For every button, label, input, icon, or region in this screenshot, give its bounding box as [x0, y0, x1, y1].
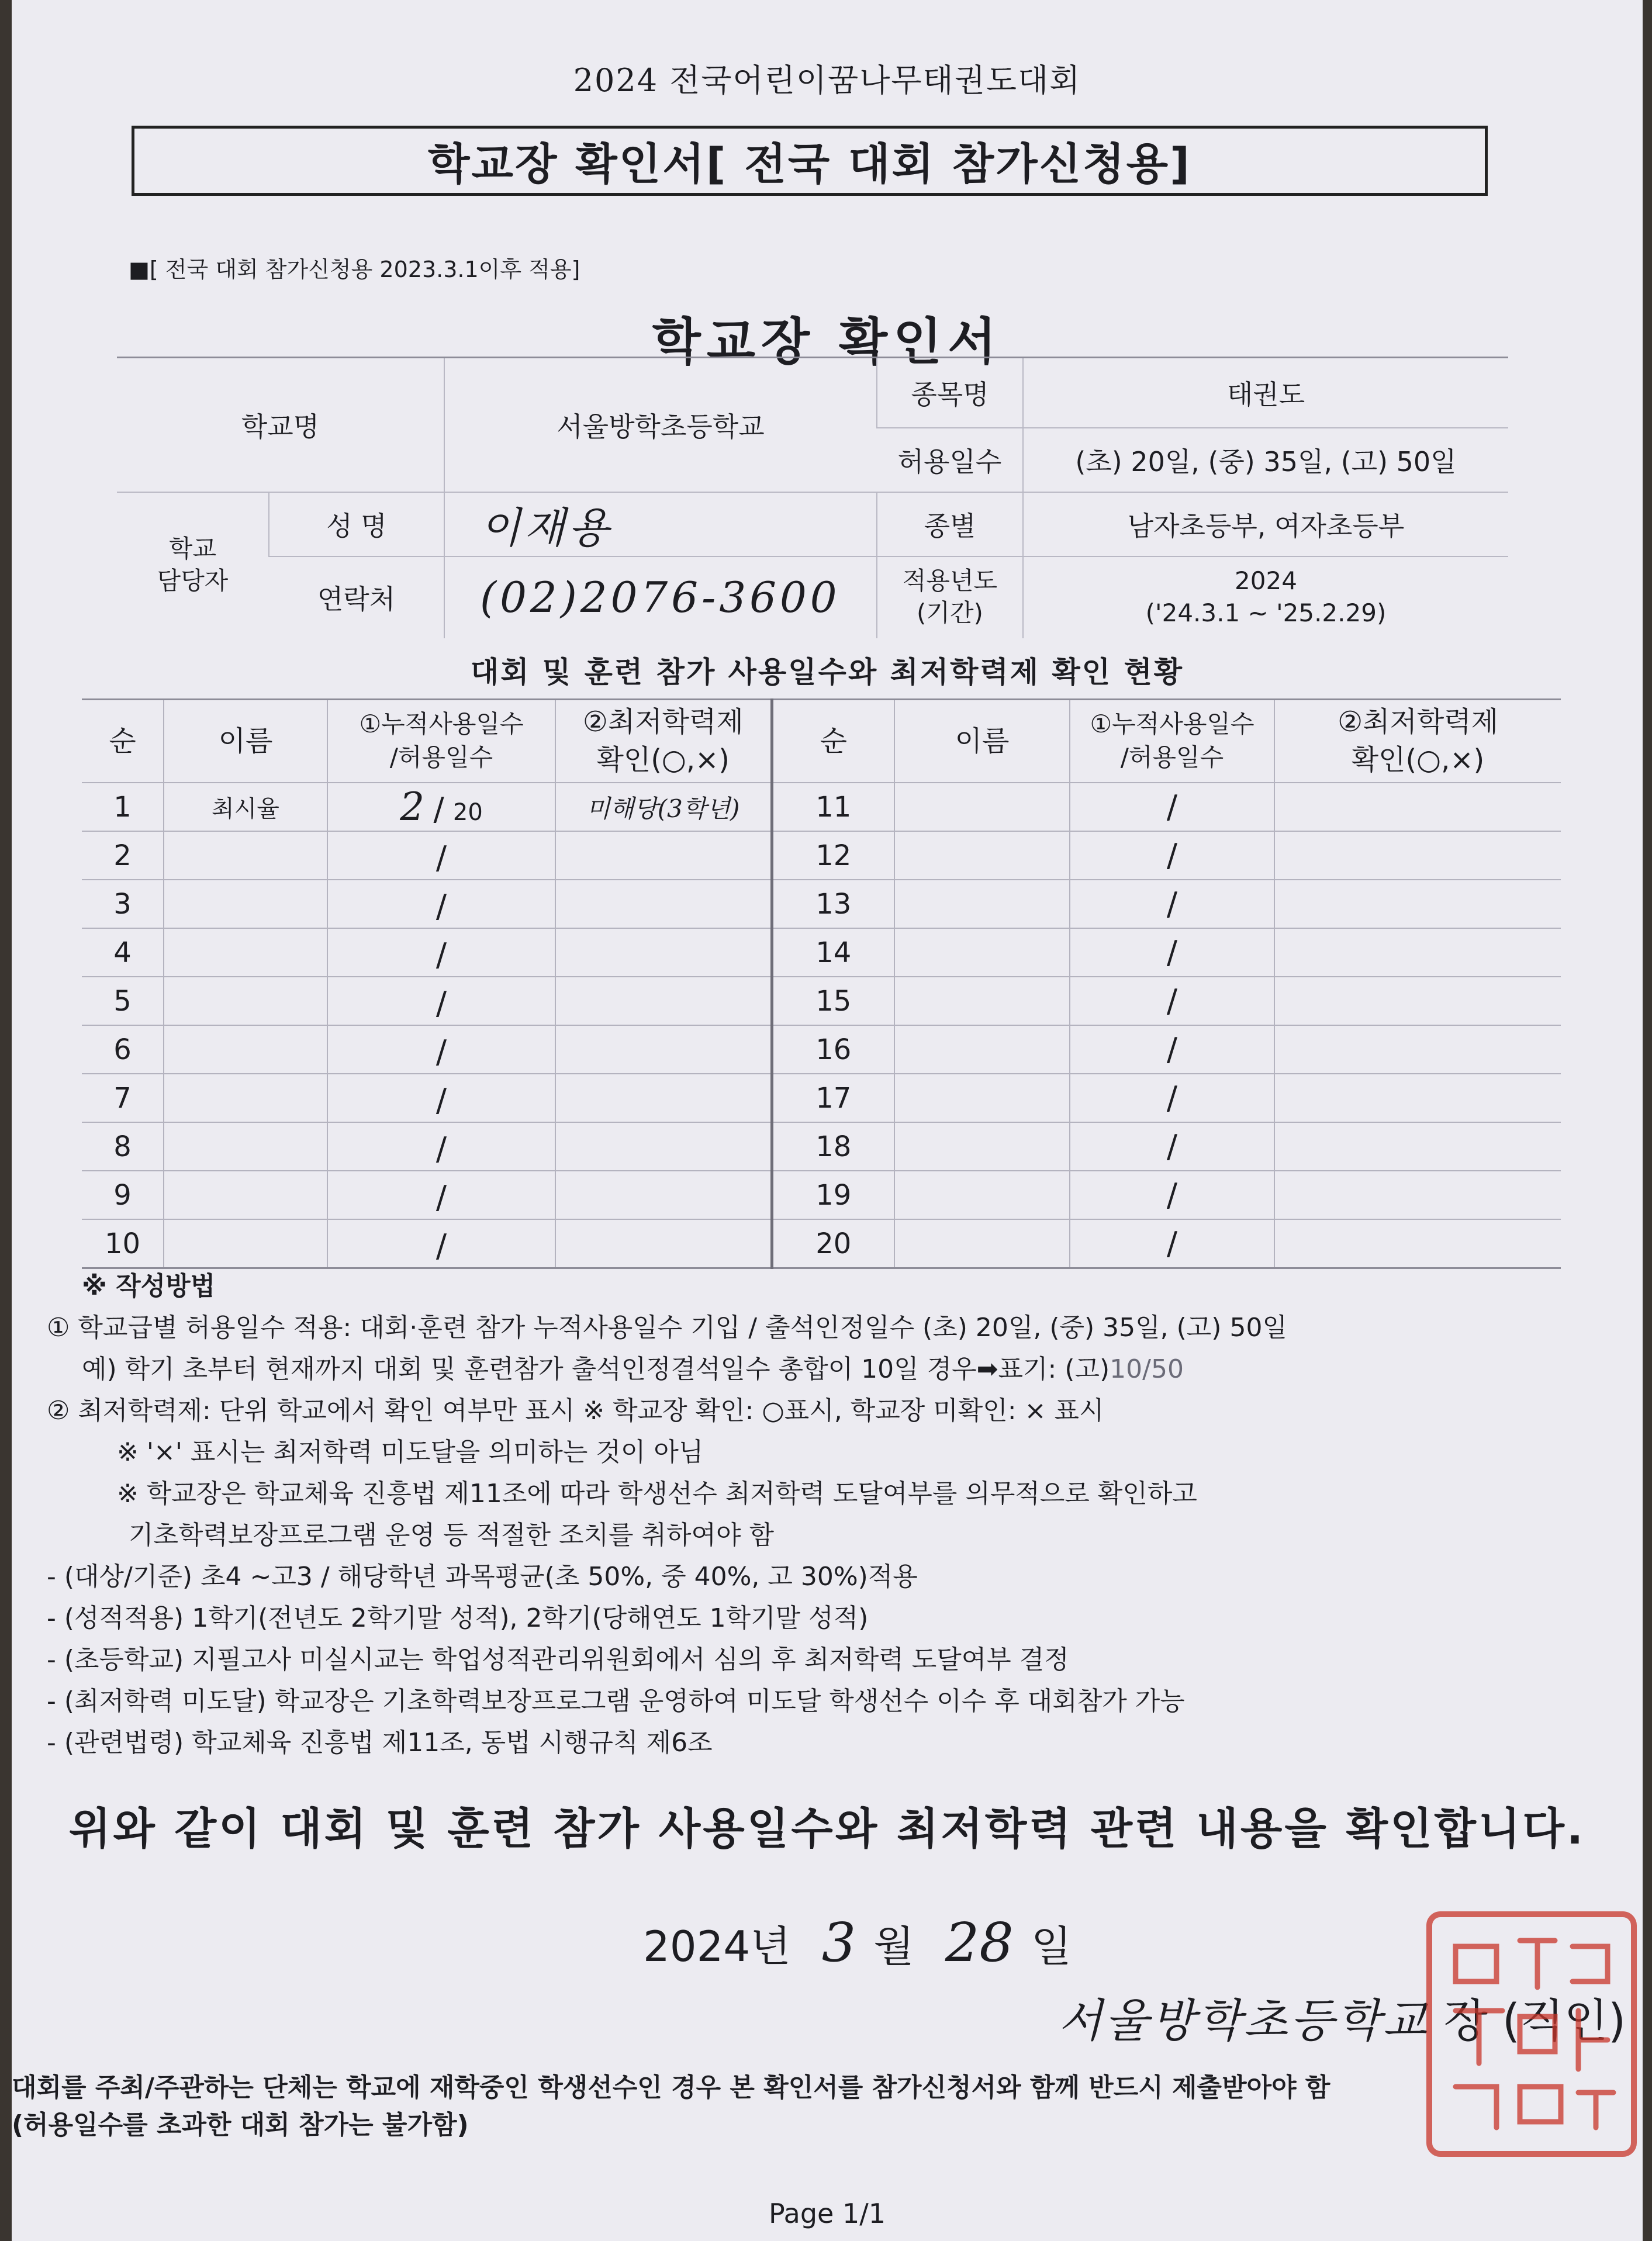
school-name-label: 학교명: [117, 358, 444, 492]
footer-notice: [12, 2069, 1643, 2144]
row-name-right: [894, 1219, 1070, 1268]
roster-body: [82, 783, 1561, 1268]
row-name-right: [894, 880, 1070, 928]
signature-seal: (직인): [1502, 1995, 1626, 2048]
issue-date: [643, 1911, 1072, 1974]
year-cell: [1023, 556, 1508, 638]
row-no: 10: [82, 1219, 164, 1268]
row-check: [555, 977, 772, 1025]
rule-5: - (관련법령) 학교체육 진흥법 제11조, 동법 시행규칙 제6조: [47, 1728, 713, 1758]
allowed-days-label: 허용일수: [877, 428, 1023, 492]
document-title: 학교장 확인서: [652, 313, 1003, 371]
row-no-right: 14: [772, 928, 894, 977]
period-value: ('24.3.1 ~ '25.2.29): [1145, 599, 1387, 627]
form-title-box: [132, 126, 1488, 196]
table-row: [82, 928, 1561, 977]
row-no-right: 11: [772, 783, 894, 831]
row-slash: /: [433, 791, 444, 828]
row-days-right: /: [1070, 831, 1274, 880]
date-day-unit: 일: [1031, 1922, 1072, 1971]
row-slash: /: [436, 1082, 447, 1119]
row-days-right: /: [1070, 880, 1274, 928]
table-row: [82, 1171, 1561, 1219]
instructions: [47, 1265, 1625, 1763]
row-days: [327, 831, 555, 880]
school-info-table: [117, 357, 1508, 638]
instruction-1-example: [47, 1348, 1625, 1390]
row-no-right: 13: [772, 880, 894, 928]
row-check-right: [1274, 1074, 1561, 1122]
date-day: 28: [945, 1911, 1014, 1974]
event-value: 태권도: [1023, 358, 1508, 428]
row-days-right: /: [1070, 1025, 1274, 1074]
col-name: 이름: [164, 700, 327, 783]
row-check-right: [1274, 783, 1561, 831]
row-check-right: [1274, 928, 1561, 977]
row-check-right: [1274, 977, 1561, 1025]
row-no-right: 12: [772, 831, 894, 880]
contact-value: (02)2076-3600: [444, 556, 877, 638]
instruction-2: ② 최저학력제: 단위 학교에서 확인 여부만 표시 ※ 학교장 확인: ○표시, 학교장 미확인: × 표시: [47, 1396, 1104, 1426]
row-name-right: [894, 928, 1070, 977]
signature-title: 장: [1443, 1995, 1488, 2048]
note-2b: 기초학력보장프로그램 운영 등 적절한 조치를 취하여야 함: [129, 1520, 775, 1550]
row-name: [164, 1122, 327, 1171]
row-check-right: [1274, 880, 1561, 928]
col-check: ②최저학력제 확인(○,×): [555, 700, 772, 783]
allowed-days-value: (초) 20일, (중) 35일, (고) 50일: [1023, 428, 1508, 492]
col-no-right: 순: [772, 700, 894, 783]
note-2: ※ 학교장은 학교체육 진흥법 제11조에 따라 학생선수 최저학력 도달여부를 의무적으로 확인하고: [117, 1479, 1197, 1509]
row-slash: /: [436, 1033, 447, 1070]
rule-3: - (초등학교) 지필고사 미실시교는 학업성적관리위원회에서 심의 후 최저학력 도달여부 결정: [47, 1645, 1069, 1675]
instruction-1-example-value: 10/50: [1110, 1354, 1184, 1384]
row-days-right: /: [1070, 783, 1274, 831]
row-check: [555, 1219, 772, 1268]
note-1: ※ '×' 표시는 최저학력 미도달을 의미하는 것이 아님: [117, 1437, 704, 1467]
footer-line-2: (허용일수를 초과한 대회 참가는 불가함): [12, 2110, 469, 2140]
row-name-right: [894, 1025, 1070, 1074]
division-label: 종별: [877, 492, 1023, 556]
roster-table: [82, 698, 1561, 1269]
instructions-heading: ※ 작성방법: [82, 1271, 216, 1301]
row-no-right: 20: [772, 1219, 894, 1268]
row-days: [327, 928, 555, 977]
table-row: [82, 977, 1561, 1025]
instruction-1-example-text: 예) 학기 초부터 현재까지 대회 및 훈련참가 출석인정결석일수 총합이 10일 경우➡표기: (고): [82, 1354, 1110, 1384]
row-days-right: /: [1070, 1074, 1274, 1122]
date-year: 2024년: [643, 1922, 791, 1971]
confirmation-statement: 위와 같이 대회 및 훈련 참가 사용일수와 최저학력 관련 내용을 확인합니다.: [68, 1804, 1586, 1854]
table-row: [82, 831, 1561, 880]
document-page: [12, 0, 1643, 2241]
date-month: 3: [821, 1911, 856, 1974]
row-check-right: [1274, 831, 1561, 880]
row-no-right: 17: [772, 1074, 894, 1122]
row-check-right: [1274, 1219, 1561, 1268]
row-slash: /: [436, 839, 447, 876]
row-days: [327, 783, 555, 831]
row-no-right: 15: [772, 977, 894, 1025]
row-no: 1: [82, 783, 164, 831]
row-check: [555, 1074, 772, 1122]
row-slash: /: [436, 936, 447, 973]
row-slash: /: [436, 985, 447, 1022]
division-value: 남자초등부, 여자초등부: [1023, 492, 1508, 556]
row-check: [555, 1171, 772, 1219]
row-days-right: /: [1070, 977, 1274, 1025]
rule-4: - (최저학력 미도달) 학교장은 기초학력보장프로그램 운영하여 미도달 학생선수 이수 후 대회참가 가능: [47, 1686, 1185, 1716]
row-days-right: /: [1070, 928, 1274, 977]
row-check: [555, 831, 772, 880]
col-name-right: 이름: [894, 700, 1070, 783]
col-no: 순: [82, 700, 164, 783]
row-name: [164, 1074, 327, 1122]
row-no-right: 19: [772, 1171, 894, 1219]
row-name: [164, 977, 327, 1025]
row-name: [164, 1171, 327, 1219]
row-no-right: 16: [772, 1025, 894, 1074]
table-row: [82, 1074, 1561, 1122]
table-row: [82, 1025, 1561, 1074]
row-no: 9: [82, 1171, 164, 1219]
row-slash: /: [436, 1227, 447, 1264]
date-month-unit: 월: [873, 1922, 914, 1971]
row-days: [327, 1074, 555, 1122]
row-check-right: [1274, 1122, 1561, 1171]
year-value: 2024: [1235, 566, 1297, 596]
row-slash: /: [436, 1130, 447, 1167]
row-name-right: [894, 783, 1070, 831]
col-check-right: ②최저학력제 확인(○,×): [1274, 700, 1561, 783]
row-name: [164, 831, 327, 880]
rule-1: - (대상/기준) 초4 ~고3 / 해당학년 과목평균(초 50%, 중 40%, 고 30%)적용: [47, 1562, 918, 1592]
row-name: 최시율: [164, 783, 327, 831]
row-name-right: [894, 1074, 1070, 1122]
table-row: [82, 783, 1561, 831]
person-name-label: 성 명: [269, 492, 444, 556]
col-days-right: ①누적사용일수 /허용일수: [1070, 700, 1274, 783]
row-check: [555, 928, 772, 977]
row-no: 2: [82, 831, 164, 880]
row-name: [164, 880, 327, 928]
row-no: 4: [82, 928, 164, 977]
table-row: [82, 1122, 1561, 1171]
row-no: 7: [82, 1074, 164, 1122]
row-check: [555, 1025, 772, 1074]
contact-label: 연락처: [269, 556, 444, 638]
row-name-right: [894, 831, 1070, 880]
row-name: [164, 928, 327, 977]
row-days-right: /: [1070, 1122, 1274, 1171]
instruction-1: ① 학교급별 허용일수 적용: 대회·훈련 참가 누적사용일수 기입 / 출석인정일수 (초) 20일, (중) 35일, (고) 50일: [47, 1313, 1287, 1343]
page-number: Page 1/1: [768, 2198, 886, 2229]
row-check: 미해당(3학년): [555, 783, 772, 831]
table-row: [82, 1219, 1561, 1268]
form-title: 학교장 확인서[ 전국 대회 참가신청용]: [428, 139, 1191, 189]
row-check: [555, 880, 772, 928]
row-days-right: /: [1070, 1219, 1274, 1268]
row-slash: /: [436, 1179, 447, 1216]
signature-school: 서울방학초등학교: [1058, 1995, 1429, 2048]
row-days: [327, 1122, 555, 1171]
row-check-right: [1274, 1171, 1561, 1219]
row-name: [164, 1025, 327, 1074]
row-days-right: /: [1070, 1171, 1274, 1219]
row-days: [327, 1171, 555, 1219]
person-name-value: 이재용: [444, 492, 877, 556]
row-name-right: [894, 1171, 1070, 1219]
row-no: 5: [82, 977, 164, 1025]
footer-line-1: 대회를 주최/주관하는 단체는 학교에 재학중인 학생선수인 경우 본 확인서를 참가신청서와 함께 반드시 제출받아야 함: [12, 2073, 1330, 2102]
row-used: 2: [400, 784, 425, 829]
event-label: 종목명: [877, 358, 1023, 428]
row-slash: /: [436, 888, 447, 925]
row-allowed: 20: [452, 799, 483, 826]
row-no: 6: [82, 1025, 164, 1074]
event-title: 2024 전국어린이꿈나무태권도대회: [573, 62, 1081, 99]
row-no: 3: [82, 880, 164, 928]
manager-label: 학교 담당자: [117, 492, 269, 638]
row-days: [327, 977, 555, 1025]
row-no-right: 18: [772, 1122, 894, 1171]
applicability-note: ■[ 전국 대회 참가신청용 2023.3.1이후 적용]: [129, 257, 580, 282]
year-label: 적용년도 (기간): [877, 556, 1023, 638]
row-name-right: [894, 1122, 1070, 1171]
row-check: [555, 1122, 772, 1171]
row-name: [164, 1219, 327, 1268]
row-days: [327, 1219, 555, 1268]
col-days: ①누적사용일수 /허용일수: [327, 700, 555, 783]
row-check-right: [1274, 1025, 1561, 1074]
section-title: 대회 및 훈련 참가 사용일수와 최저학력제 확인 현황: [470, 655, 1184, 689]
row-days: [327, 880, 555, 928]
row-days: [327, 1025, 555, 1074]
school-name-value: 서울방학초등학교: [444, 358, 877, 492]
rule-2: - (성적적용) 1학기(전년도 2학기말 성적), 2학기(당해연도 1학기말 성적): [47, 1603, 869, 1633]
row-name-right: [894, 977, 1070, 1025]
row-no: 8: [82, 1122, 164, 1171]
table-row: [82, 880, 1561, 928]
